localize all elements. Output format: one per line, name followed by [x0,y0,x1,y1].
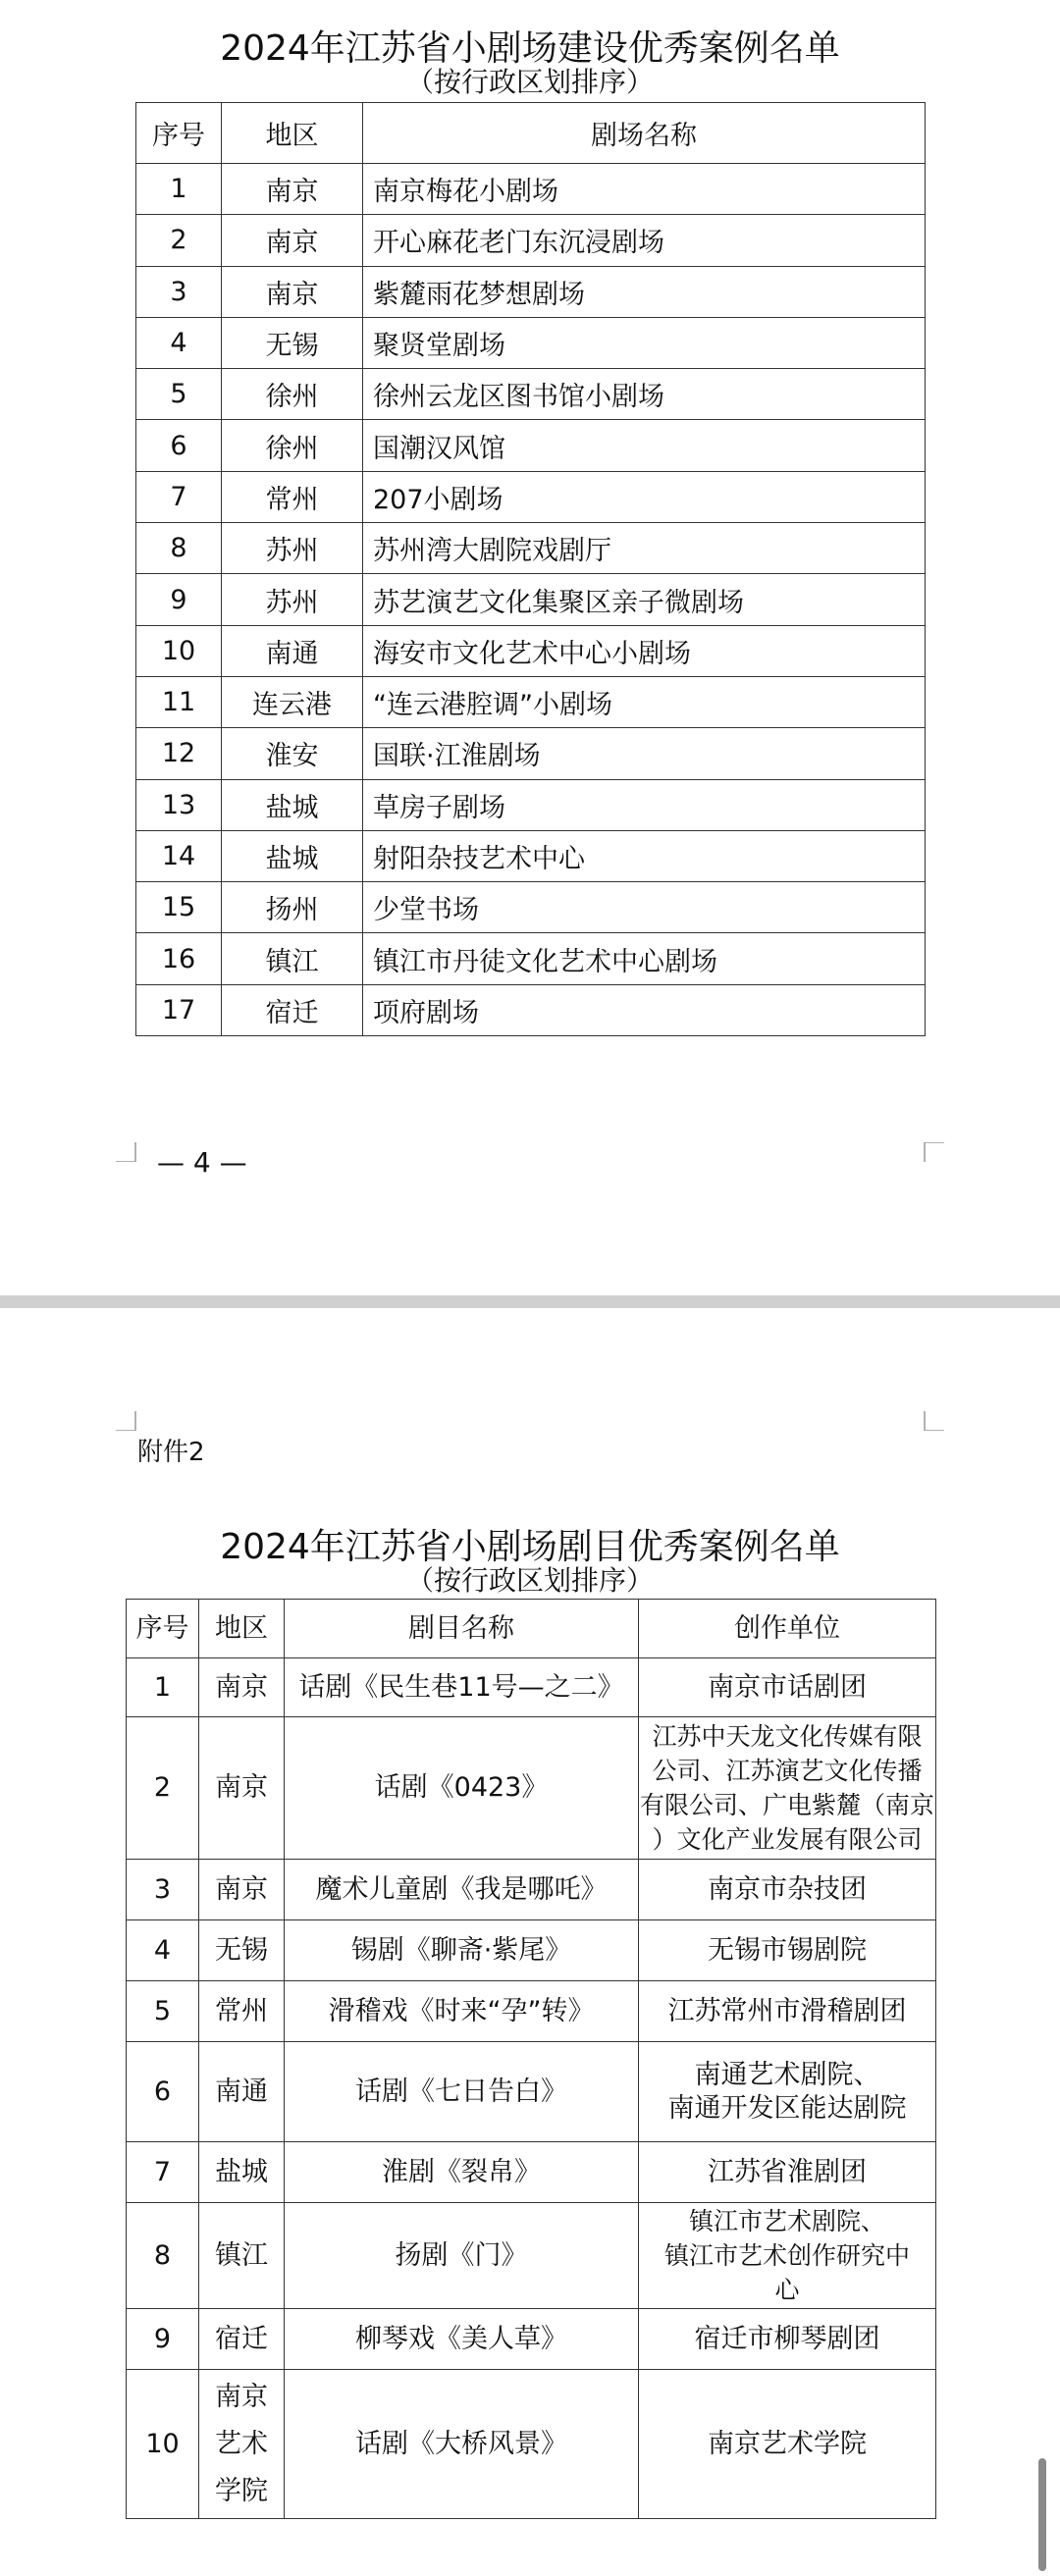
cell-region [199,2203,285,2309]
cell-theater-name: “连云港腔调”小剧场 [363,676,926,727]
creator-line: 江苏省淮剧团 [708,2156,867,2187]
cell-theater-name: 聚贤堂剧场 [363,317,926,368]
table-row [127,1981,936,2042]
cell-no: 2 [136,215,222,266]
creator-line: 江苏中天龙文化传媒有限 [652,1722,923,1751]
table-row [136,215,926,266]
table-row [136,369,926,420]
header-creator: 创作单位 [639,1600,936,1658]
table-row [136,266,926,317]
cell-play-name: 扬剧《门》 [285,2203,639,2309]
region-line: 宿迁 [215,2323,268,2354]
cell-theater-name: 徐州云龙区图书馆小剧场 [363,369,926,420]
cell-no: 16 [136,933,222,984]
cell-region [199,1981,285,2042]
cell-theater-name: 镇江市丹徒文化艺术中心剧场 [363,933,926,984]
page-corner-mark-right [923,1411,944,1431]
creator-line: 无锡市锡剧院 [708,1934,867,1966]
cell-no: 8 [127,2203,199,2309]
region-line: 常州 [215,1995,268,2026]
creator-line: 公司、江苏演艺文化传播 [652,1757,923,1785]
creator-line: 南京市话剧团 [708,1671,867,1703]
table-header-row [136,103,926,164]
cell-theater-name: 苏艺演艺文化集聚区亲子微剧场 [363,574,926,625]
cell-no: 4 [127,1920,199,1981]
cell-no: 6 [136,420,222,471]
cell-no: 9 [127,2309,199,2370]
cell-no: 3 [136,266,222,317]
table-row [127,1920,936,1981]
cell-region: 盐城 [222,779,363,830]
creator-line: 有限公司、广电紫麓（南京 [639,1791,934,1819]
region-line: 南京 [215,1873,268,1905]
cell-no: 10 [127,2370,199,2519]
table-row [136,164,926,215]
cell-creator [639,1717,936,1860]
cell-play-name: 魔术儿童剧《我是哪吒》 [285,1860,639,1920]
table-row [127,1717,936,1860]
cell-region [199,2370,285,2519]
cell-theater-name: 南京梅花小剧场 [363,164,926,215]
cell-region [199,1717,285,1860]
cell-play-name: 锡剧《聊斋·紫尾》 [285,1920,639,1981]
table-row [127,1860,936,1920]
page-subtitle: （按行政区划排序） [405,1564,654,1597]
cell-no: 5 [136,369,222,420]
cell-creator [639,2142,936,2203]
table-row [136,420,926,471]
header-region: 地区 [222,103,363,164]
cell-creator [639,2309,936,2370]
cell-play-name: 话剧《0423》 [285,1717,639,1860]
cell-theater-name: 射阳杂技艺术中心 [363,830,926,881]
cell-no: 6 [127,2042,199,2142]
header-theater-name: 剧场名称 [363,103,926,164]
cell-creator [639,2370,936,2519]
creator-line: 江苏常州市滑稽剧团 [667,1995,907,2026]
cell-region: 苏州 [222,523,363,574]
table-header-row [127,1600,936,1658]
document-page-2 [0,1308,1060,2576]
cell-no: 11 [136,676,222,727]
table-row [136,471,926,522]
cell-creator [639,2203,936,2309]
table-row [136,625,926,676]
cell-no: 14 [136,830,222,881]
cell-theater-name: 草房子剧场 [363,779,926,830]
cell-no: 7 [127,2142,199,2203]
table-row [136,523,926,574]
page-corner-mark-left [116,1411,137,1431]
table-row [127,1658,936,1717]
cell-no: 7 [136,471,222,522]
cell-region: 镇江 [222,933,363,984]
page-title: 2024年江苏省小剧场建设优秀案例名单 [220,28,840,69]
cell-region: 扬州 [222,882,363,933]
table-row [136,728,926,779]
header-no: 序号 [127,1600,199,1658]
region-line: 盐城 [215,2156,268,2187]
table-row [136,933,926,984]
cell-no: 3 [127,1860,199,1920]
cell-region: 南京 [222,164,363,215]
header-no: 序号 [136,103,222,164]
page-subtitle: （按行政区划排序） [405,66,654,98]
table-row [136,984,926,1035]
cell-play-name: 话剧《七日告白》 [285,2042,639,2142]
page-corner-mark-right [923,1142,944,1162]
region-line: 南通 [215,2076,268,2107]
cell-region: 南通 [222,625,363,676]
creator-line: 南通艺术剧院、 [694,2059,880,2090]
cell-no: 10 [136,625,222,676]
cell-region [199,1920,285,1981]
creator-line: 镇江市艺术创作研究中 [663,2241,910,2270]
cell-region [199,2142,285,2203]
cell-theater-name: 207小剧场 [363,471,926,522]
cell-creator [639,1860,936,1920]
cell-region: 常州 [222,471,363,522]
page-separator [0,1295,1060,1308]
scrollbar-thumb[interactable] [1038,2458,1046,2571]
table-row [136,317,926,368]
cell-region: 连云港 [222,676,363,727]
header-region: 地区 [199,1600,285,1658]
region-line: 南京 [215,1671,268,1703]
cell-region: 盐城 [222,830,363,881]
cell-no: 8 [136,523,222,574]
cell-no: 17 [136,984,222,1035]
cell-creator [639,1658,936,1717]
cell-region [199,2309,285,2370]
theater-table [135,102,926,1036]
table-row [127,2042,936,2142]
cell-region: 南京 [222,266,363,317]
cell-no: 15 [136,882,222,933]
creator-line: 南京艺术学院 [708,2428,867,2459]
cell-region [199,1658,285,1717]
cell-no: 13 [136,779,222,830]
table-row [127,2309,936,2370]
cell-theater-name: 紫麓雨花梦想剧场 [363,266,926,317]
creator-line: 宿迁市柳琴剧团 [694,2323,880,2354]
region-line: 无锡 [215,1934,268,1966]
cell-theater-name: 开心麻花老门东沉浸剧场 [363,215,926,266]
cell-no: 1 [136,164,222,215]
cell-no: 9 [136,574,222,625]
cell-play-name: 滑稽戏《时来“孕”转》 [285,1981,639,2042]
cell-no: 2 [127,1717,199,1860]
creator-line: 南京市杂技团 [708,1873,867,1905]
cell-region: 宿迁 [222,984,363,1035]
cell-region: 淮安 [222,728,363,779]
table-row [136,830,926,881]
region-line: 南京 [215,1772,268,1803]
region-line: 南京 [215,2381,268,2412]
cell-theater-name: 项府剧场 [363,984,926,1035]
table-row [136,676,926,727]
creator-line: 镇江市艺术剧院、 [688,2207,885,2235]
cell-no: 4 [136,317,222,368]
region-line: 学院 [215,2475,268,2506]
cell-theater-name: 苏州湾大剧院戏剧厅 [363,523,926,574]
cell-region: 徐州 [222,420,363,471]
cell-region [199,2042,285,2142]
attachment-label: 附件2 [137,1438,205,1467]
cell-region: 徐州 [222,369,363,420]
table-row [127,2142,936,2203]
cell-region: 南京 [222,215,363,266]
creator-line: ）文化产业发展有限公司 [652,1825,923,1854]
region-line: 艺术 [215,2428,268,2459]
cell-creator [639,2042,936,2142]
cell-play-name: 淮剧《裂帛》 [285,2142,639,2203]
table-row [136,882,926,933]
cell-play-name: 话剧《民生巷11号—之二》 [285,1658,639,1717]
cell-region [199,1860,285,1920]
page-title: 2024年江苏省小剧场剧目优秀案例名单 [220,1527,840,1567]
table-row [127,2370,936,2519]
cell-no: 5 [127,1981,199,2042]
page-number: — 4 — [157,1146,247,1179]
cell-theater-name: 少堂书场 [363,882,926,933]
cell-region: 无锡 [222,317,363,368]
cell-creator [639,1981,936,2042]
creator-line: 心 [774,2276,800,2304]
cell-no: 12 [136,728,222,779]
cell-theater-name: 国联·江淮剧场 [363,728,926,779]
cell-play-name: 话剧《大桥风景》 [285,2370,639,2519]
table-row [136,779,926,830]
header-play-name: 剧目名称 [285,1600,639,1658]
cell-theater-name: 国潮汉风馆 [363,420,926,471]
region-line: 镇江 [215,2239,268,2271]
cell-play-name: 柳琴戏《美人草》 [285,2309,639,2370]
creator-line: 南通开发区能达剧院 [667,2092,907,2124]
cell-no: 1 [127,1658,199,1717]
page-corner-mark-left [116,1142,137,1162]
table-row [127,2203,936,2309]
cell-region: 苏州 [222,574,363,625]
table-row [136,574,926,625]
cell-creator [639,1920,936,1981]
repertoire-table [126,1599,936,2519]
cell-theater-name: 海安市文化艺术中心小剧场 [363,625,926,676]
